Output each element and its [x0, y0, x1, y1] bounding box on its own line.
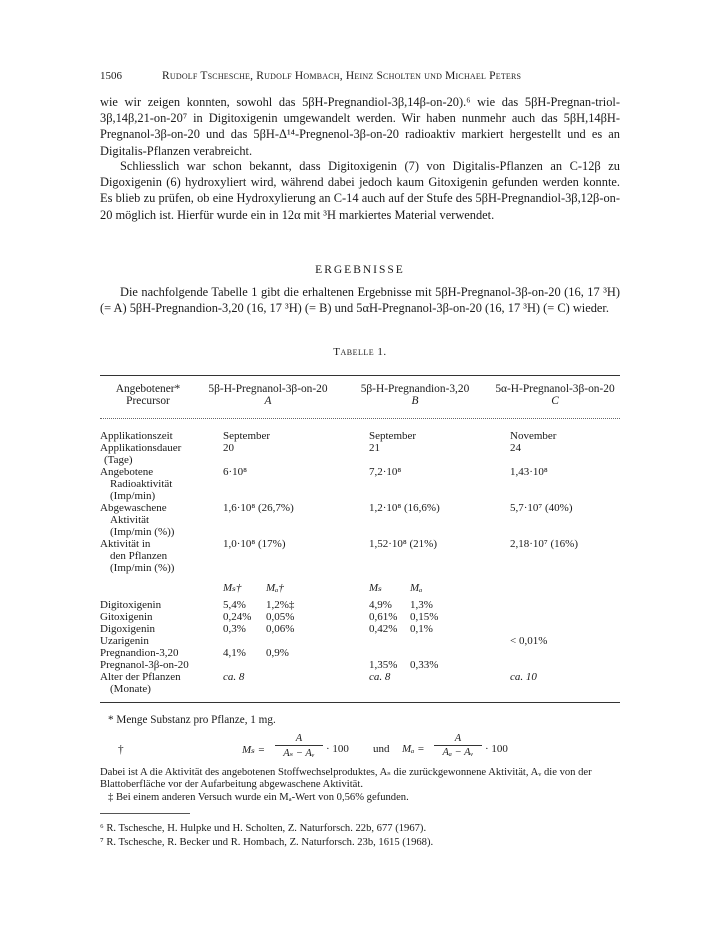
cell-a-ma: 0,06%	[266, 623, 295, 635]
cell-b-ms: 1,35%	[369, 659, 398, 671]
cell-a: 6·10⁸	[223, 466, 247, 478]
cell-c: November	[510, 430, 557, 442]
table-header-col-a	[197, 383, 339, 407]
header-line: 5β-H-Pregnandion-3,20	[360, 383, 470, 395]
cell-b-ma: 0,1%	[410, 623, 433, 635]
formula-ma-tail: · 100	[485, 743, 508, 755]
row-label: Alter der Pflanzen	[100, 671, 181, 683]
formula-und: und	[373, 743, 390, 755]
reference-7: ⁷ R. Tschesche, R. Becker und R. Hombach, Z. Naturforsch. 23b, 1615 (1968).	[100, 837, 434, 848]
cell-a-ma: 0,9%	[266, 647, 289, 659]
intro-paragraph-1: wie wir zeigen konnten, sowohl das 5βH-Pregnandiol-3β,14β-on-20).⁶ wie das 5βH-Pregnan-triol-3β,14β,21-on-20⁷ in Digitoxigenin umgewandelt werden. Wir haben nunmehr auch das 5βH,14βH-Pregnanol-3β-on-20 und das 5βH-Δ¹⁴-Pregnenol-3β-on-20 radioaktiv markiert hergestellt und es an Digitalis-Pflanzen verabreicht.	[100, 95, 620, 158]
table-header-rule	[100, 418, 620, 419]
formula-ms-fraction	[275, 733, 323, 759]
formula-ma-fraction	[434, 733, 482, 758]
header-symbol: C	[551, 395, 559, 407]
row-label: Aktivität in	[100, 538, 151, 550]
table-header-precursor	[100, 383, 196, 407]
row-label-line: Radioaktivität	[110, 478, 173, 490]
row-label-line: (Imp/min (%))	[110, 526, 175, 538]
row-label: Pregnandion-3,20	[100, 647, 179, 659]
table-header-col-c	[490, 383, 620, 407]
formula-ms-numerator: A	[275, 733, 323, 746]
section-title: ERGEBNISSE	[315, 264, 405, 276]
results-paragraph: Die nachfolgende Tabelle 1 gibt die erhaltenen Ergebnisse mit 5βH-Pregnanol-3β-on-20 (16, 17 ³H) (= A) 5βH-Pregnandion-3,20 (16, 17 ³H) (= B) und 5αH-Pregnanol-3β-on-20 (16, 17 ³H) (= C) wieder.	[100, 285, 620, 316]
table-top-rule	[100, 375, 620, 376]
header-symbol: B	[411, 395, 419, 407]
cell-b: 7,2·10⁸	[369, 466, 402, 478]
cell-a-ma: 1,2%‡	[266, 599, 295, 611]
footnote-star: * Menge Substanz pro Pflanze, 1 mg.	[108, 714, 276, 726]
formula-ma-lhs: Mₐ =	[402, 743, 425, 755]
cell-b-ms: 0,42%	[369, 623, 398, 635]
cell-c: 24	[510, 442, 521, 454]
header-line: Precursor	[126, 395, 170, 407]
row-label: Pregnanol-3β-on-20	[100, 659, 189, 671]
table-bottom-rule	[100, 702, 620, 703]
row-label-line: (Monate)	[110, 683, 151, 695]
m-header: Mₛ	[369, 582, 382, 594]
footnote-double-dagger: ‡ Bei einem anderen Versuch wurde ein Mₐ-Wert von 0,56% gefunden.	[108, 792, 409, 803]
row-label: Uzarigenin	[100, 635, 149, 647]
cell-b: September	[369, 430, 417, 442]
row-label: Angebotene	[100, 466, 154, 478]
cell-b-ms: 0,61%	[369, 611, 398, 623]
footnote-dagger-symbol: †	[118, 744, 124, 756]
m-header: Mₐ	[410, 582, 423, 594]
formula-ms-denominator: Aₛ − Aᵥ	[283, 748, 315, 759]
table-caption: Tabelle 1.	[333, 346, 387, 358]
page-number: 1506	[100, 70, 122, 82]
cell-c: 2,18·10⁷ (16%)	[510, 538, 578, 550]
cell-a: 1,0·10⁸ (17%)	[223, 538, 286, 550]
intro-paragraph-2: Schliesslich war schon bekannt, dass Digitoxigenin (7) von Digitalis-Pflanzen an C-12β zu Digoxigenin (6) hydroxyliert wird, während dabei jedoch kaum Gitoxigenin gefunden werden konnte. Es blieb zu prüfen, ob eine Hydroxylierung an C-14 auch auf der Stufe des 5βH-Pregnandiol-3β,12β-on-20 möglich ist. Hierfür wurde ein in 12α mit ³H markiertes Material verwendet.	[100, 159, 620, 222]
references-rule	[100, 813, 190, 814]
cell-a-ms: 0,3%	[223, 623, 246, 635]
cell-b: 1,2·10⁸ (16,6%)	[369, 502, 440, 514]
cell-a-ms: 4,1%	[223, 647, 246, 659]
cell-b-ms: 4,9%	[369, 599, 392, 611]
row-label: Applikationszeit	[100, 430, 173, 442]
cell-c: < 0,01%	[510, 635, 548, 647]
row-label-line: (Imp/min)	[110, 490, 156, 502]
footnote-explanation: Dabei ist A die Aktivität des angebotenen Stoffwechselproduktes, Aₛ die zurückgewonnene Aktivität, Aᵥ die von der Blattoberfläche vor der Aufarbeitung abgewaschene Aktivität.	[100, 767, 592, 791]
cell-a-ms: 0,24%	[223, 611, 252, 623]
reference-6: ⁶ R. Tschesche, H. Hulpke und H. Scholten, Z. Naturforsch. 22b, 677 (1967).	[100, 823, 427, 834]
row-label-line: den Pflanzen	[110, 550, 168, 562]
cell-b-ma: 1,3%	[410, 599, 433, 611]
header-line: Angebotener*	[115, 383, 181, 395]
formula-ma-denominator: Aₐ − Aᵥ	[442, 747, 474, 758]
row-label-line: (Imp/min (%))	[110, 562, 175, 574]
m-header: Mₛ†	[223, 582, 242, 594]
cell-a-ms: 5,4%	[223, 599, 246, 611]
cell-a: 1,6·10⁸ (26,7%)	[223, 502, 294, 514]
header-line: 5α-H-Pregnanol-3β-on-20	[495, 383, 615, 395]
cell-b: 1,52·10⁸ (21%)	[369, 538, 437, 550]
cell-b-ma: 0,15%	[410, 611, 439, 623]
row-label: Digitoxigenin	[100, 599, 162, 611]
header-line: 5β-H-Pregnanol-3β-on-20	[208, 383, 328, 395]
cell-a: September	[223, 430, 271, 442]
cell-b: ca. 8	[369, 671, 391, 683]
row-label: Applikationsdauer	[100, 442, 182, 454]
cell-b: 21	[369, 442, 380, 454]
row-label-line: Aktivität	[110, 514, 150, 526]
header-symbol: A	[264, 395, 272, 407]
row-label: Digoxigenin	[100, 623, 155, 635]
formula-ms-lhs: Mₛ =	[242, 744, 266, 756]
formula-ma-numerator: A	[434, 733, 482, 746]
cell-c: 5,7·10⁷ (40%)	[510, 502, 573, 514]
cell-c: ca. 10	[510, 671, 537, 683]
running-header-authors: Rudolf Tschesche, Rudolf Hombach, Heinz Scholten und Michael Peters	[162, 70, 522, 82]
row-label: Abgewaschene	[100, 502, 167, 514]
cell-a: ca. 8	[223, 671, 245, 683]
cell-a-ma: 0,05%	[266, 611, 295, 623]
formula-ms-tail: · 100	[326, 743, 349, 755]
cell-c: 1,43·10⁸	[510, 466, 548, 478]
row-label-line: (Tage)	[104, 454, 133, 466]
row-label: Gitoxigenin	[100, 611, 153, 623]
m-header: Mₐ†	[266, 582, 284, 594]
table-header-col-b	[344, 383, 486, 407]
cell-a: 20	[223, 442, 234, 454]
cell-b-ma: 0,33%	[410, 659, 439, 671]
